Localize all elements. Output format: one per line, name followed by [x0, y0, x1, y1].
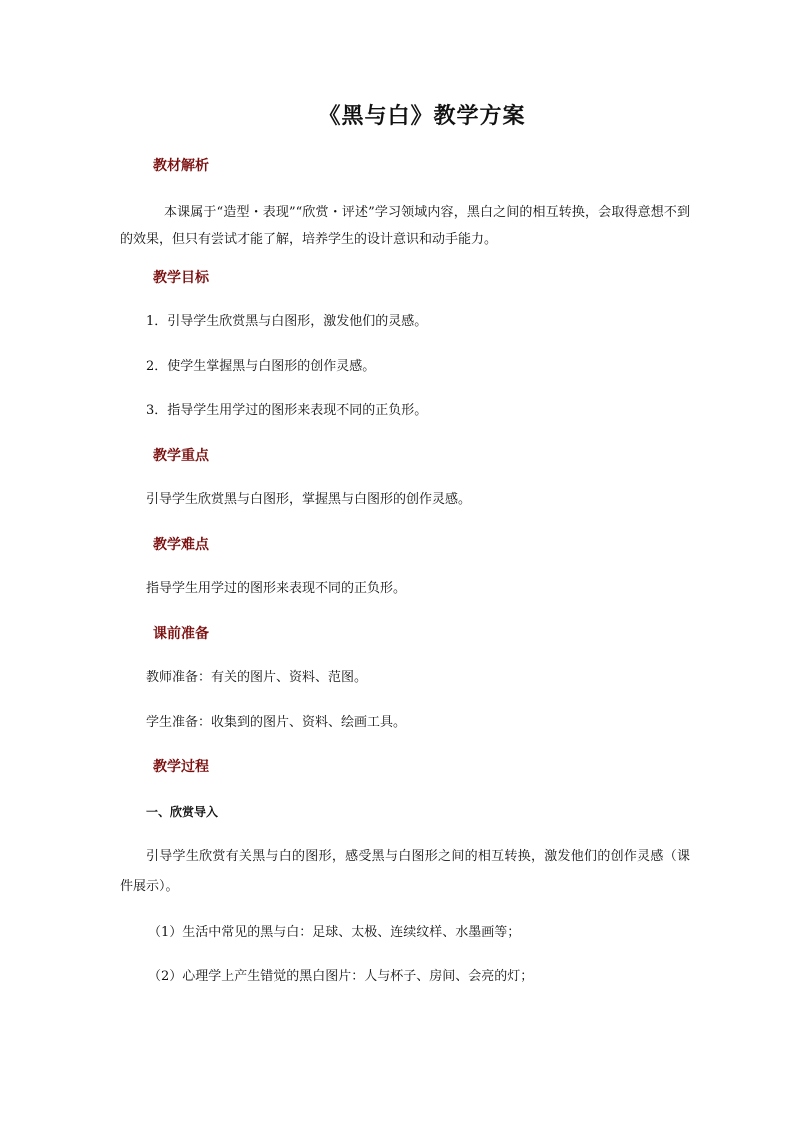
- document-title: 《黑与白》教学方案: [318, 104, 526, 129]
- difficulties-text: 指导学生用学过的图形来表现不同的正负形。: [146, 581, 407, 596]
- student-preparation: 学生准备：收集到的图片、资料、绘画工具。: [146, 715, 407, 730]
- section-heading-key-points: 教学重点: [153, 448, 209, 464]
- section-heading-objectives: 教学目标: [153, 270, 209, 286]
- section-heading-difficulties: 教学难点: [153, 537, 209, 553]
- teacher-preparation: 教师准备：有关的图片、资料、范图。: [146, 670, 368, 685]
- objective-item-1: 1．引导学生欣赏黑与白图形，激发他们的灵感。: [146, 314, 428, 329]
- section-heading-preparation: 课前准备: [153, 626, 209, 642]
- analysis-paragraph: 本课属于“造型・表现”“欣赏・评述”学习领域内容，黑白之间的相互转换，会取得意想不到的效果，但只有尝试才能了解，培养学生的设计意识和动手能力。: [120, 205, 690, 247]
- process-step1-paragraph: 引导学生欣赏有关黑与白的图形，感受黑与白图形之间的相互转换，激发他们的创作灵感（课件展示）。: [120, 849, 690, 894]
- process-item-2: （2）心理学上产生错觉的黑白图片：人与杯子、房间、会亮的灯；: [148, 969, 534, 984]
- objective-item-2: 2．使学生掌握黑与白图形的创作灵感。: [146, 359, 376, 374]
- process-step1-heading: 一、欣赏导入: [146, 805, 219, 819]
- key-points-text: 引导学生欣赏黑与白图形，掌握黑与白图形的创作灵感。: [146, 492, 472, 507]
- section-heading-analysis: 教材解析: [153, 158, 209, 174]
- process-item-1: （1）生活中常见的黑与白：足球、太极、连续纹样、水墨画等；: [148, 925, 521, 940]
- section-heading-process: 教学过程: [153, 759, 209, 775]
- objective-item-3: 3．指导学生用学过的图形来表现不同的正负形。: [146, 403, 428, 418]
